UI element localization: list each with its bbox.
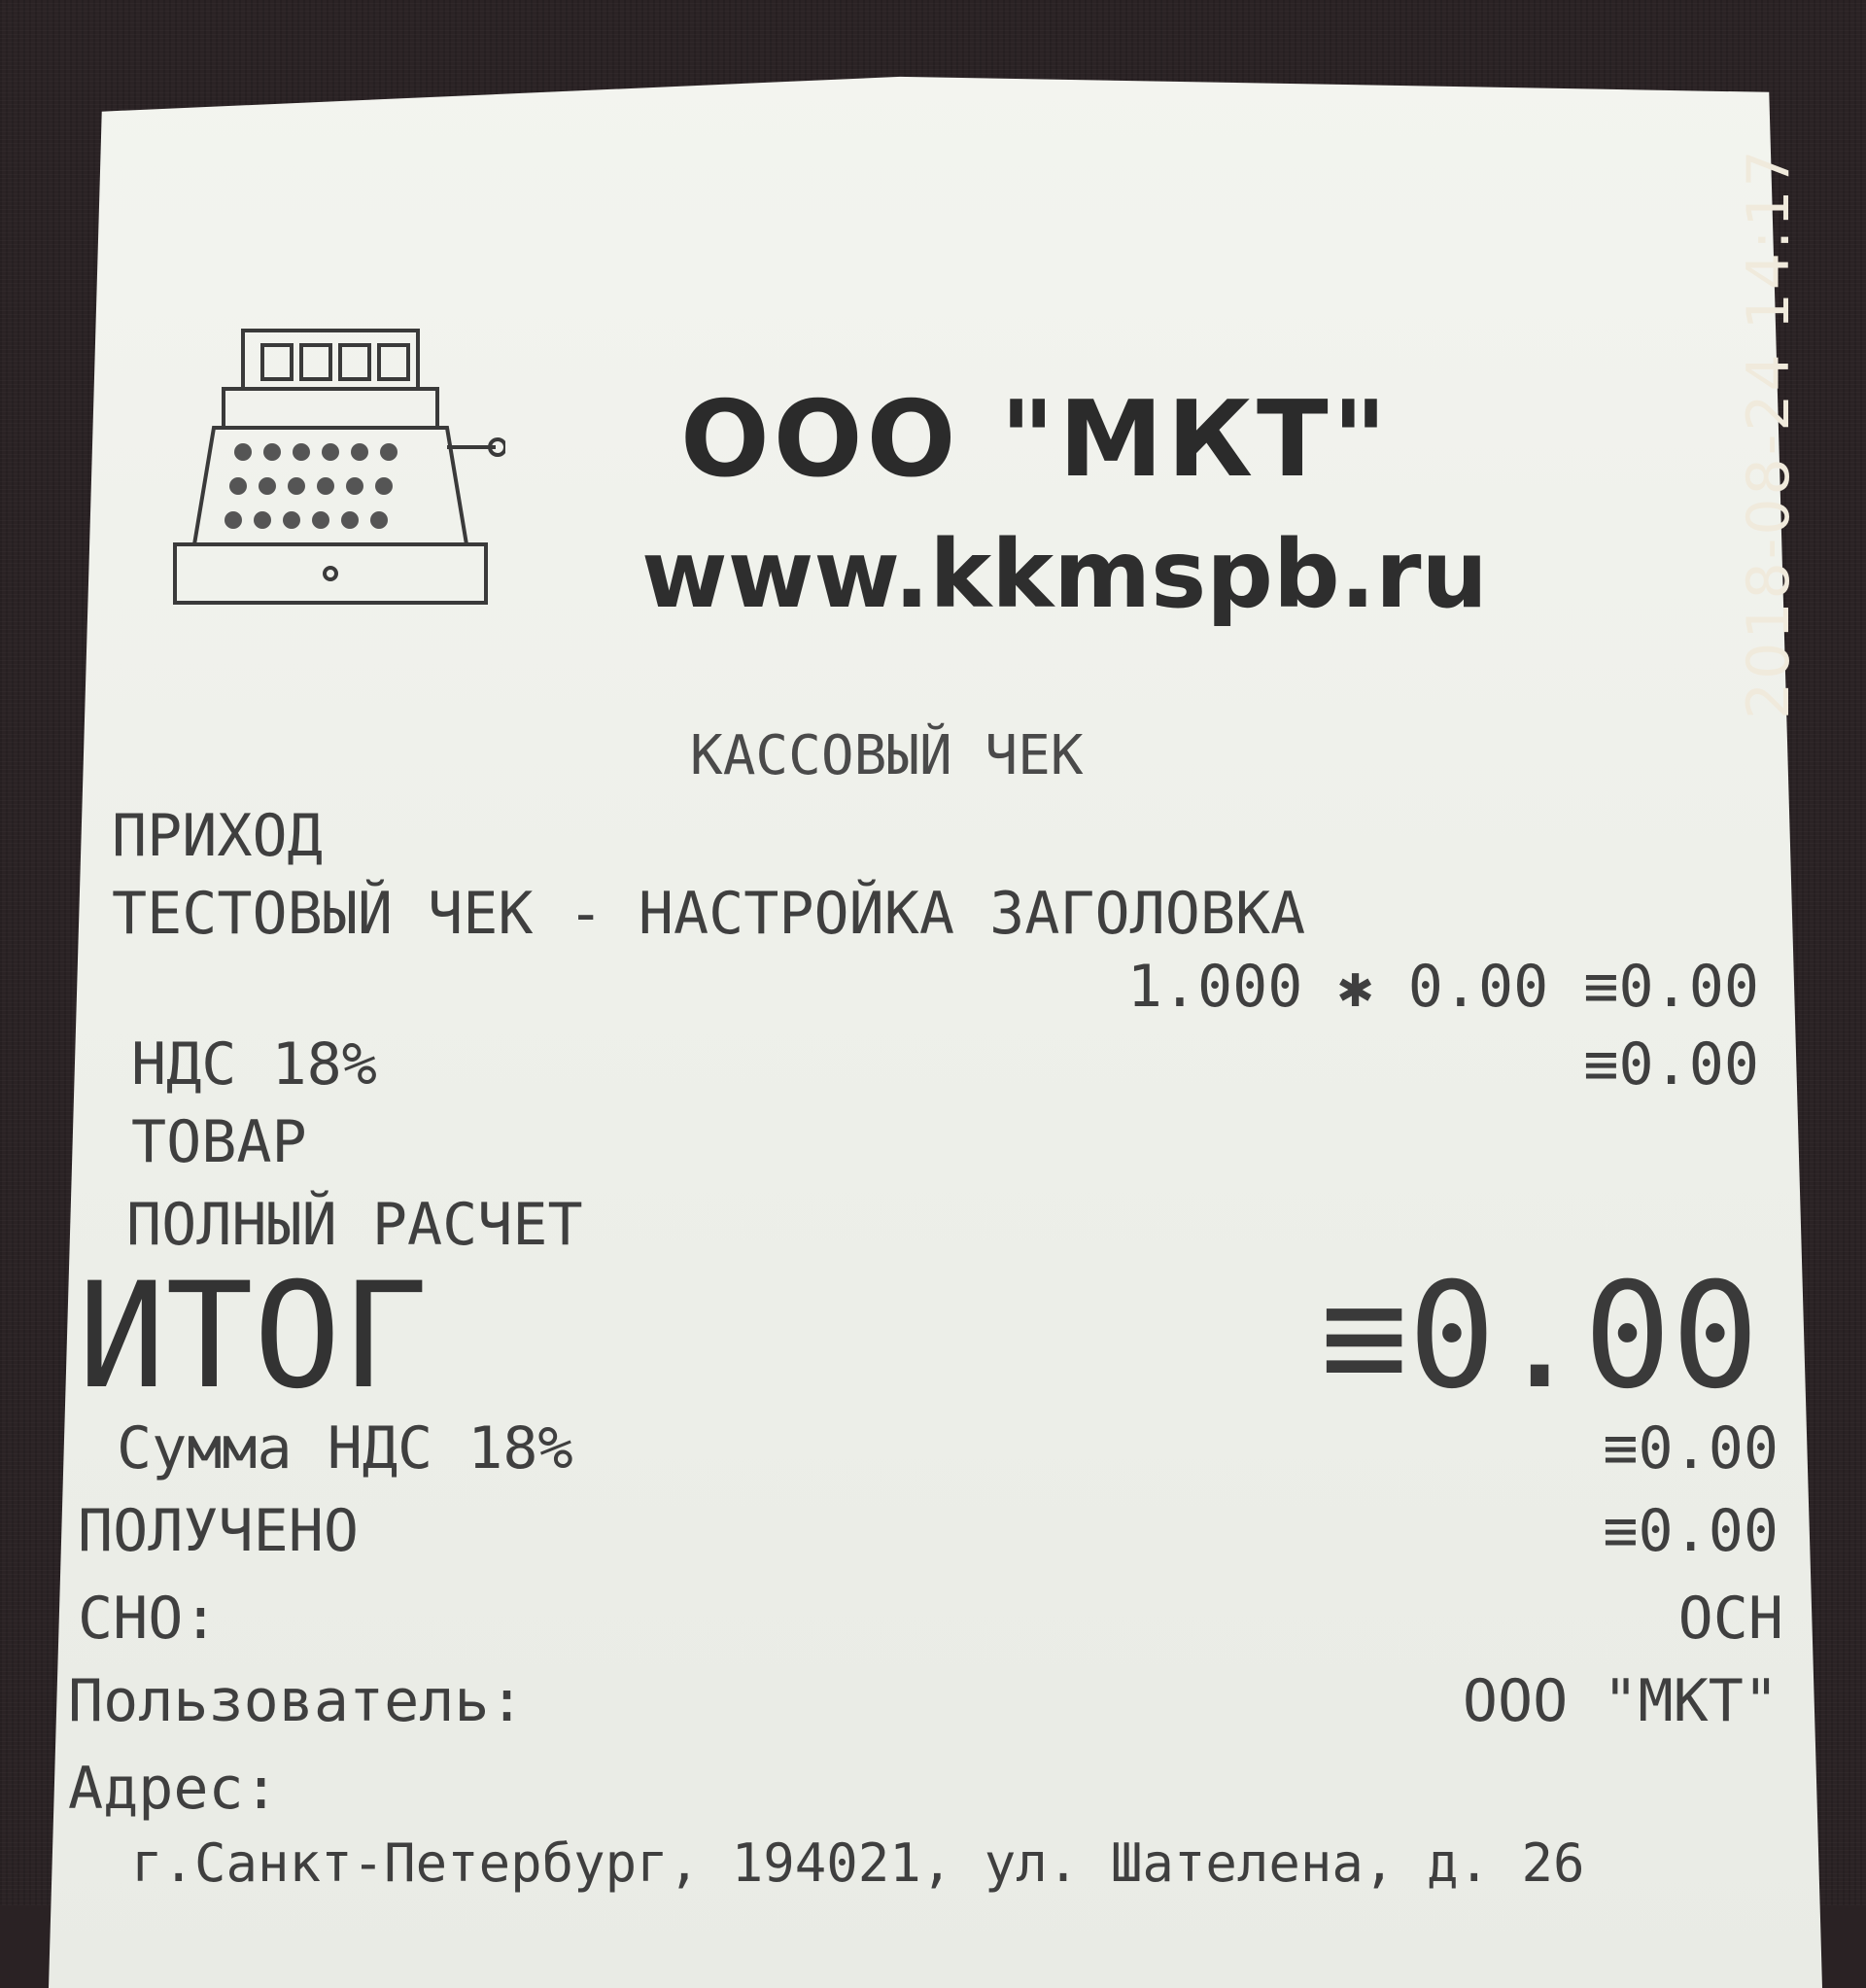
user-label: Пользователь: [68,1667,525,1735]
vat-label: НДС 18% [131,1030,377,1099]
address-label: Адрес: [68,1755,279,1823]
cash-register-icon [156,301,505,612]
payment-method: ПОЛНЫЙ РАСЧЕТ [126,1191,583,1259]
receipt-title: КАССОВЫЙ ЧЕК [690,724,1084,787]
vat-sum-label: Сумма НДС 18% [117,1414,573,1482]
photo-timestamp: 2018-08-24 14:17 [1735,147,1803,719]
item-name: ТЕСТОВЫЙ ЧЕК - НАСТРОЙКА ЗАГОЛОВКА [112,880,1306,948]
vat-sum-value: ≡0.00 [1603,1414,1779,1482]
user-value: ООО "МКТ" [1462,1667,1779,1735]
store-website: www.kkmspb.ru [641,520,1488,629]
goods-label: ТОВАР [131,1108,307,1176]
received-label: ПОЛУЧЕНО [78,1497,359,1565]
tax-system-value: ОСН [1677,1585,1783,1653]
store-name: ООО "МКТ" [680,379,1391,501]
received-value: ≡0.00 [1603,1497,1779,1565]
operation-type: ПРИХОД [112,802,323,870]
item-calculation: 1.000 ✱ 0.00 ≡0.00 [1126,953,1759,1021]
total-label: ИТОГ [78,1252,430,1421]
tax-system-label: СНО: [78,1585,219,1653]
vat-value: ≡0.00 [1583,1030,1759,1099]
address-value: г.Санкт-Петербург, 194021, ул. Шателена, д. 26 [131,1832,1585,1894]
total-value: ≡0.00 [1320,1252,1759,1421]
